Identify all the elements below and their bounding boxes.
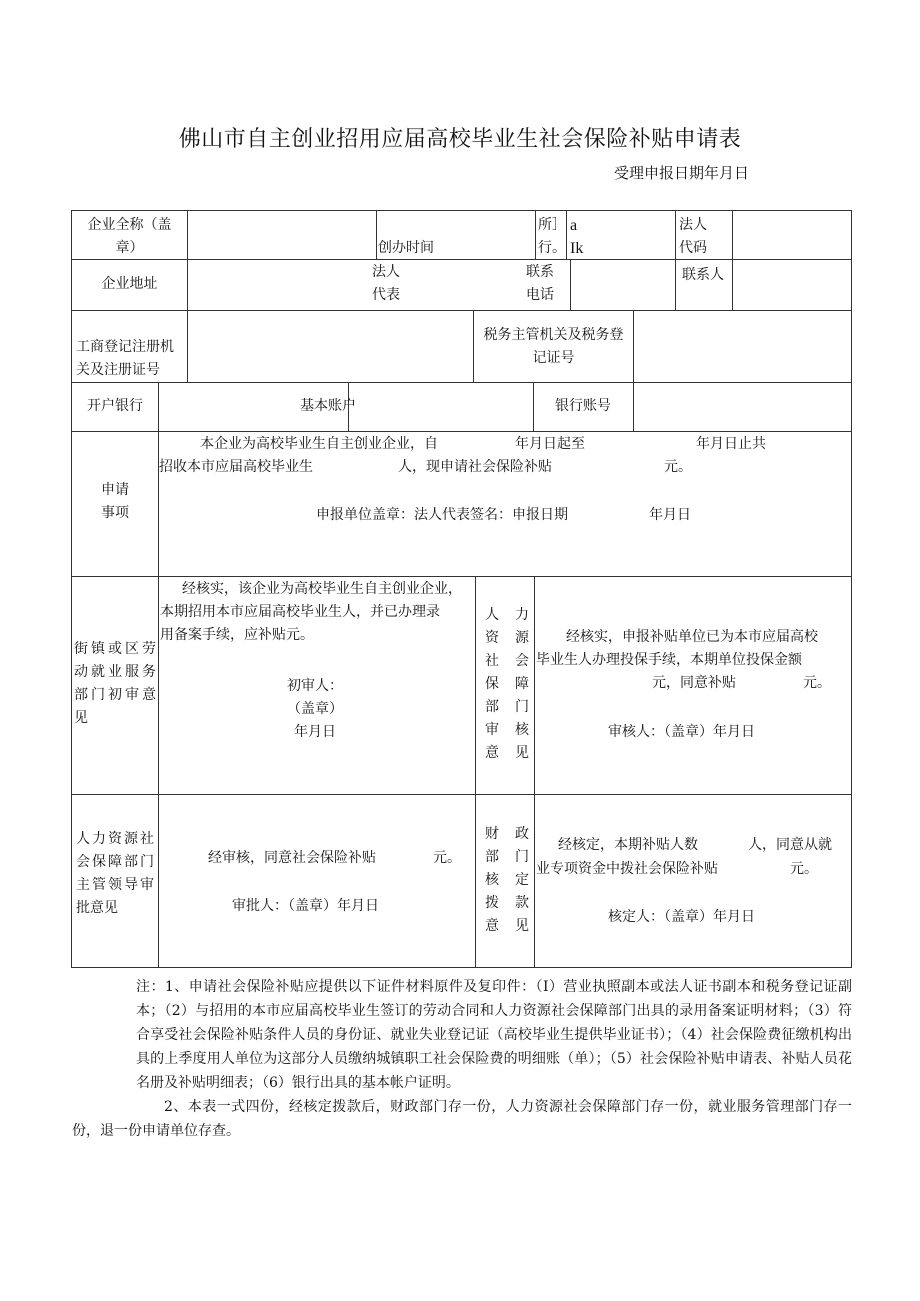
hr-review-text-3a: 元，同意补贴 [652, 675, 736, 691]
bank-label: 开户银行 [87, 398, 143, 414]
accept-date: 受理申报日期年月日 [614, 164, 750, 182]
tax-registration-label: 税务主管机关及税务登 记证号 [483, 327, 624, 366]
registration-label: 工商登记注册机 关及注册证号 [76, 339, 174, 378]
legal-code-label: 法人 代码 [679, 217, 707, 256]
finance-text-2b: 元。 [790, 861, 818, 877]
row-divider [72, 259, 851, 260]
phone-label: 联系 电话 [526, 264, 554, 303]
hr-review-text: 经核实，申报补贴单位已为本市应届高校 毕业生人办理投保手续，本期单位投保金额 [536, 629, 818, 668]
row-divider [72, 310, 851, 311]
founded-time-label: 创办时间 [378, 240, 434, 256]
district-review-text: 经核实，该企业为高校毕业生自主创业企业， 本期招用本市应届高校毕业生人，并已办理录 用备案手续，应补贴元。 [160, 581, 462, 643]
application-sign: 申报单位盖章：法人代表签名：申报日期 [316, 507, 568, 523]
bank-account-label: 银行账号 [555, 398, 611, 414]
company-name-label: 企业全称（盖 章） [87, 217, 172, 256]
application-text-2c: 元。 [664, 459, 692, 475]
form-notes [72, 975, 852, 1143]
finance-label: 财政 部门 核定 拨款 意见 [485, 826, 529, 934]
row-divider [72, 794, 851, 795]
application-text-2b: 人，现申请社会保险补贴 [398, 459, 552, 475]
application-text-2a: 招收本市应届高校毕业生 [159, 459, 313, 475]
row-divider [72, 576, 851, 577]
application-text-1a: 本企业为高校毕业生自主创业企业，自 [200, 436, 438, 452]
legal-rep-label: 法人 代表 [372, 264, 400, 303]
form-title: 佛山市自主创业招用应届高校毕业生社会保险补贴申请表 [178, 127, 742, 152]
finance-text-1a: 经核定，本期补贴人数 [558, 837, 698, 853]
hr-review-label: 人力 资源 社会 保障 部门 审核 意见 [485, 607, 529, 761]
finance-text-2a: 业专项资金中拨社会保险补贴 [536, 861, 718, 877]
finance-text-1b: 人，同意从就 [748, 837, 832, 853]
hr-leader-approver: 审批人：（盖章）年月日 [232, 898, 379, 914]
note-2: 2、本表一式四份，经核定拨款后，财政部门存一份，人力资源社会保障部门存一份，就业服务管理部门存一份，退一份申请单位存查。 [72, 1099, 852, 1139]
hr-leader-text-a: 经审核，同意社会保险补贴 [208, 850, 376, 866]
application-label: 申请 事项 [101, 482, 129, 521]
belong-label: 所］ 行。 [538, 217, 566, 256]
application-sign-date: 年月日 [649, 507, 691, 523]
row-divider [72, 382, 851, 383]
row-divider [72, 431, 851, 432]
basic-account-label: 基本账户 [300, 398, 356, 414]
note-1: 注：1、申请社会保险补贴应提供以下证件材料原件及复印件：（I）营业执照副本或法人证书副本和税务登记证副本；（2）与招用的本市应届高校毕业生签订的劳动合同和人力资源社会保障部门出具的录用备案证明材料；（3）符合享受社会保险补贴条件人员的身份证、就业失业登记证（高校毕业生提供毕业证书）；（4）社会保险费征缴机构出具的上季度用人单位为这部分人员缴纳城镇职工社会保险费的明细账（单）；（5）社会保险补贴申请表、补贴人员花名册及补贴明细表；（6）银行出具的基本帐户证明。 [136, 979, 852, 1091]
hr-reviewer: 审核人：（盖章）年月日 [608, 724, 755, 740]
hr-review-text-3b: 元。 [803, 675, 831, 691]
application-text-1c: 年月日止共 [696, 436, 766, 452]
contact-person-label: 联系人 [682, 267, 724, 283]
ocr-fragment: a Ik [570, 217, 584, 257]
district-review-label: 街镇或区劳 动就业服务 部门初审意 见 [74, 641, 156, 726]
address-label: 企业地址 [101, 276, 158, 292]
application-text-1b: 年月日起至 [515, 436, 585, 452]
finance-approver: 核定人：（盖章）年月日 [608, 909, 755, 925]
district-reviewer: 初审人： （盖章） 年月日 [287, 678, 343, 740]
hr-leader-text-b: 元。 [433, 850, 461, 866]
application-form [71, 210, 852, 968]
hr-leader-label: 人力资源社 会保障部门 主管领导审 批意见 [76, 831, 154, 916]
